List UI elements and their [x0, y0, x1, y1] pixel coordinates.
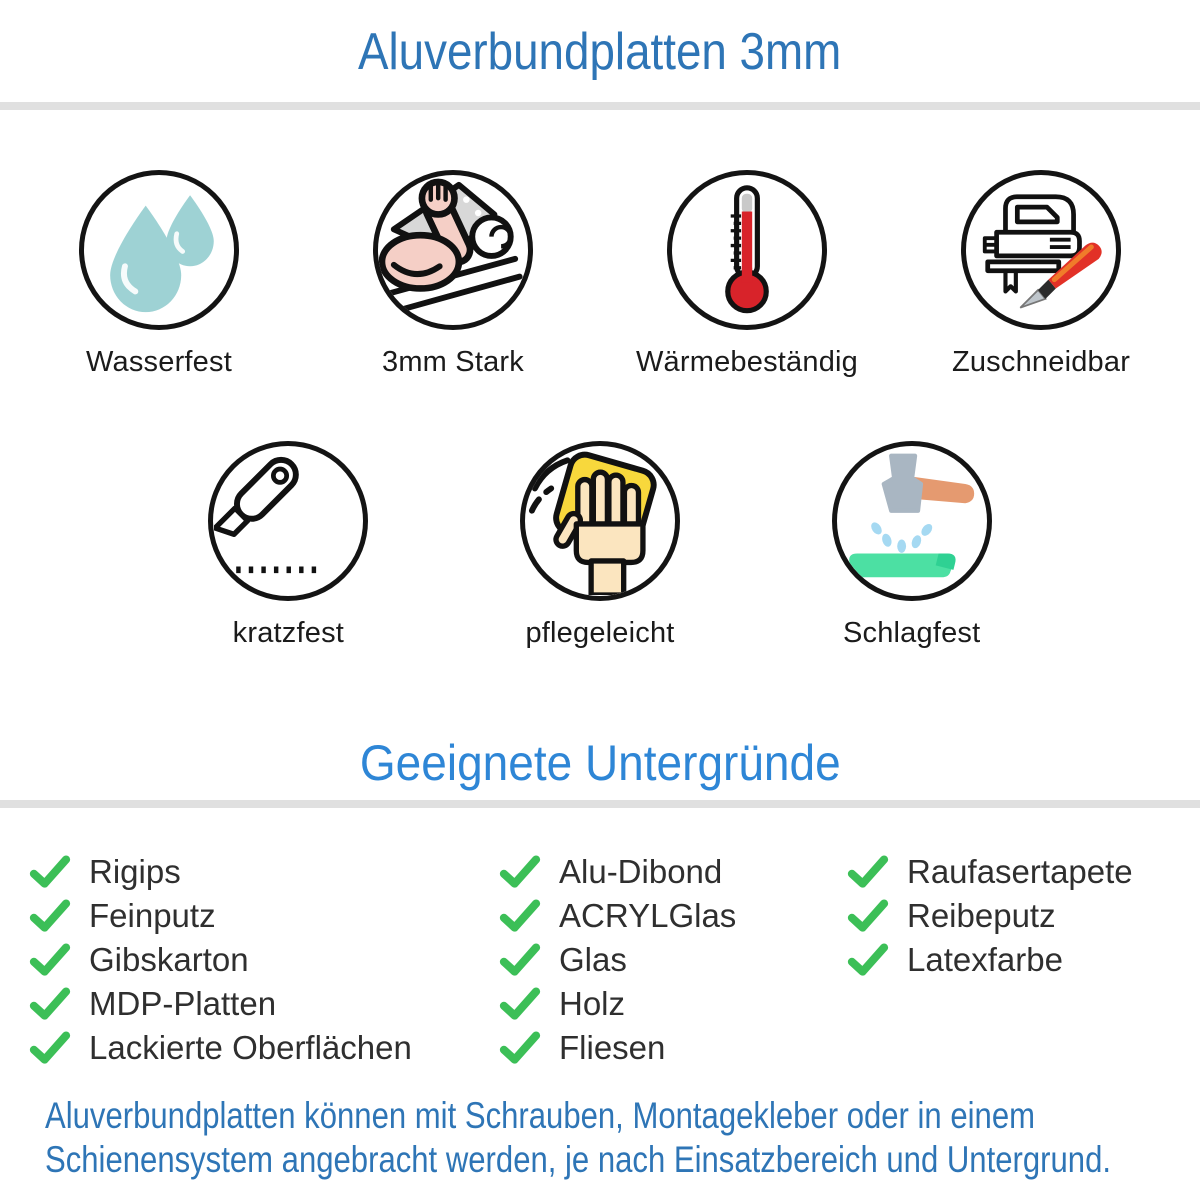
check-icon — [28, 1031, 72, 1065]
list-item-label: Latexfarbe — [907, 941, 1063, 978]
feature-label: Wasserfest — [86, 346, 232, 378]
list-item — [28, 938, 498, 982]
cleaning-hand-icon — [520, 441, 680, 601]
list-item-label: MDP-Platten — [89, 985, 277, 1022]
list-item — [498, 850, 846, 894]
list-item — [498, 938, 846, 982]
mounting-note — [0, 1070, 1200, 1182]
list-item — [498, 1026, 846, 1070]
list-item — [28, 1026, 498, 1070]
utility-knife-icon — [208, 441, 368, 601]
list-item — [846, 894, 1200, 938]
list-item-label: ACRYLGlas — [559, 897, 737, 934]
list-item — [498, 982, 846, 1026]
feature-label: 3mm Stark — [382, 346, 524, 378]
feature-label: Zuschneidbar — [951, 346, 1131, 378]
thermometer-icon — [667, 170, 827, 330]
check-icon — [28, 855, 72, 889]
substrates-column-2 — [498, 850, 846, 1070]
feature-kratzfest — [133, 441, 445, 650]
list-item-label: Holz — [559, 985, 626, 1022]
list-item — [28, 894, 498, 938]
jigsaw-cutter-icon — [961, 170, 1121, 330]
check-icon — [498, 899, 542, 933]
feature-3mm-stark — [306, 170, 600, 379]
substrates-column-3 — [846, 850, 1200, 1070]
mounting-note-line-2: Schienensystem angebracht werden, je nach Einsatzbereich und Untergrund. — [45, 1139, 1111, 1180]
list-item-label: Lackierte Oberflächen — [89, 1029, 412, 1066]
hammer-impact-icon — [832, 441, 992, 601]
list-item — [498, 894, 846, 938]
list-item-label: Alu-Dibond — [559, 853, 723, 890]
page-title-text: Aluverbundplatten 3mm — [358, 23, 842, 81]
substrates-list — [0, 850, 1200, 1070]
feature-pflegeleicht — [444, 441, 756, 650]
feature-label: Wärmebeständig — [635, 346, 858, 378]
check-icon — [498, 943, 542, 977]
page-title — [0, 0, 1200, 102]
substrates-title — [0, 734, 1200, 800]
list-item-label: Raufasertapete — [907, 853, 1133, 890]
list-item — [28, 850, 498, 894]
substrates-column-1 — [28, 850, 498, 1070]
check-icon — [498, 1031, 542, 1065]
check-icon — [498, 855, 542, 889]
water-drops-icon — [79, 170, 239, 330]
list-item-label: Feinputz — [89, 897, 216, 934]
feature-label: kratzfest — [232, 617, 345, 649]
list-item-label: Rigips — [89, 853, 181, 890]
mounting-note-line-1: Aluverbundplatten können mit Schrauben, Montagekleber oder in einem — [45, 1095, 1036, 1136]
feature-label: Schlagfest — [842, 617, 981, 649]
list-item — [846, 938, 1200, 982]
list-item — [846, 850, 1200, 894]
divider-top — [0, 102, 1200, 110]
list-item-label: Reibeputz — [907, 897, 1056, 934]
check-icon — [28, 943, 72, 977]
list-item-label: Glas — [559, 941, 627, 978]
check-icon — [28, 987, 72, 1021]
check-icon — [846, 899, 890, 933]
feature-wasserfest — [12, 170, 306, 379]
list-item-label: Fliesen — [559, 1029, 666, 1066]
check-icon — [28, 899, 72, 933]
feature-zuschneidbar — [894, 170, 1188, 379]
feature-waermebestaendig — [600, 170, 894, 379]
check-icon — [846, 943, 890, 977]
flexed-arm-panel-icon — [373, 170, 533, 330]
list-item — [28, 982, 498, 1026]
check-icon — [498, 987, 542, 1021]
substrates-title-text: Geeignete Untergründe — [359, 735, 841, 791]
feature-schlagfest — [756, 441, 1068, 650]
feature-row-2 — [133, 441, 1068, 650]
divider-middle — [0, 800, 1200, 808]
list-item-label: Gibskarton — [89, 941, 249, 978]
feature-label: pflegeleicht — [525, 617, 675, 649]
feature-row-1 — [0, 170, 1200, 379]
check-icon — [846, 855, 890, 889]
